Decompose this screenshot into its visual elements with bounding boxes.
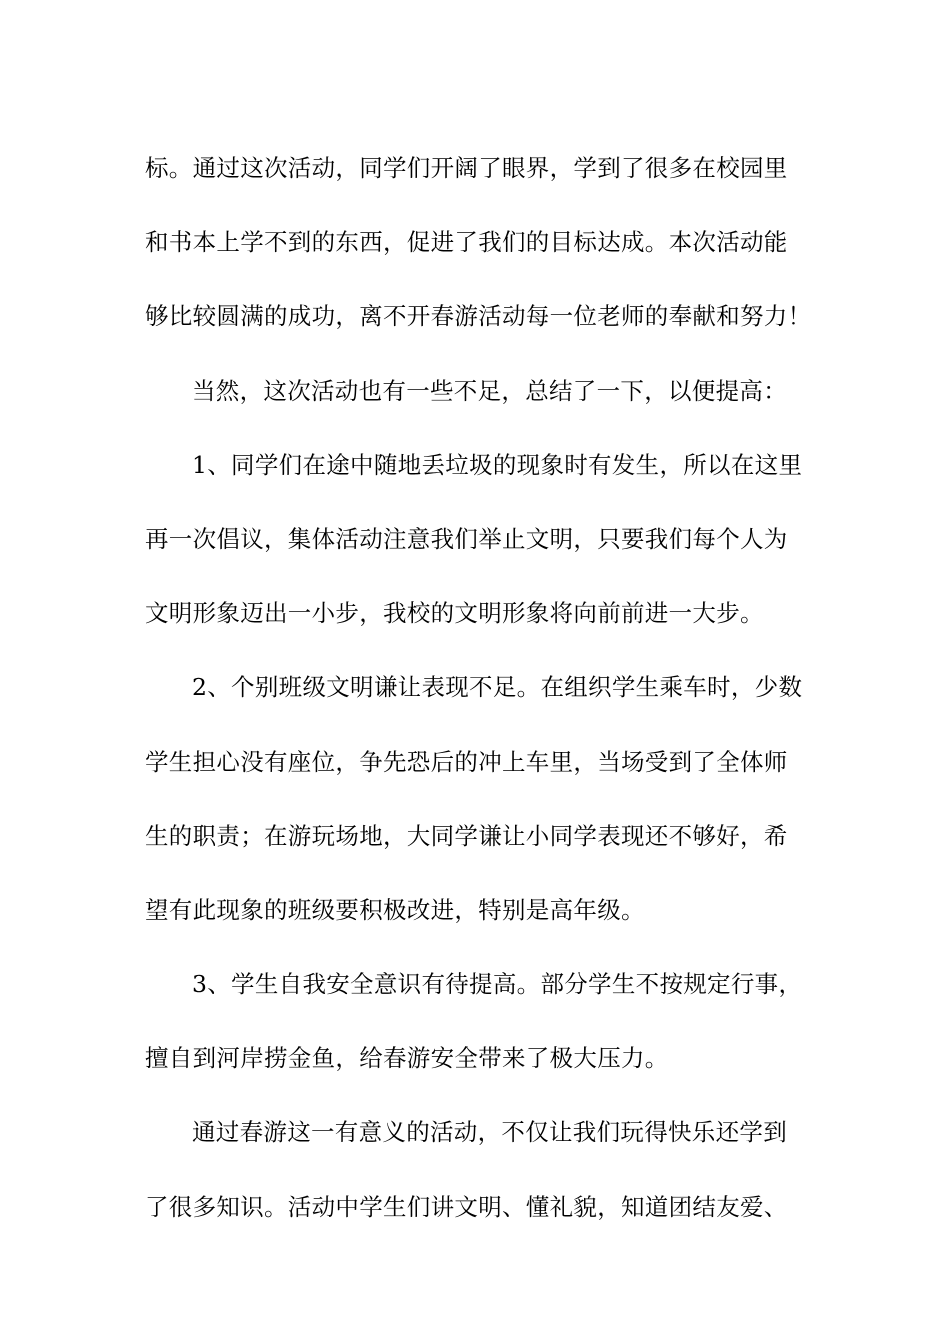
text-line: 学生担心没有座位，争先恐后的冲上车里，当场受到了全体师 xyxy=(145,747,788,776)
text-line: 了很多知识。活动中学生们讲文明、懂礼貌，知道团结友爱、 xyxy=(145,1192,788,1221)
paragraph-start-line: 3、学生自我安全意识有待提高。部分学生不按规定行事， xyxy=(192,970,803,999)
paragraph-start-line: 1、同学们在途中随地丢垃圾的现象时有发生，所以在这里 xyxy=(192,450,803,479)
text-line: 标。通过这次活动，同学们开阔了眼界，学到了很多在校园里 xyxy=(145,154,788,182)
paragraph-start-line: 通过春游这一有意义的活动，不仅让我们玩得快乐还学到 xyxy=(192,1118,787,1147)
text-line: 和书本上学不到的东西，促进了我们的目标达成。本次活动能 xyxy=(145,228,788,257)
text-line: 望有此现象的班级要积极改进，特别是高年级。 xyxy=(145,895,645,924)
text-line: 生的职责；在游玩场地，大同学谦让小同学表现还不够好，希 xyxy=(145,821,788,850)
text-line: 再一次倡议，集体活动注意我们举止文明，只要我们每个人为 xyxy=(145,524,788,553)
text-line: 够比较圆满的成功，离不开春游活动每一位老师的奉献和努力！ xyxy=(145,302,812,331)
paragraph-start-line: 2、个别班级文明谦让表现不足。在组织学生乘车时，少数 xyxy=(192,673,803,702)
document-body xyxy=(145,131,812,1244)
paragraph-start-line: 当然，这次活动也有一些不足，总结了一下，以便提高： xyxy=(192,376,787,405)
text-line: 擅自到河岸捞金鱼，给春游安全带来了极大压力。 xyxy=(145,1044,669,1073)
text-line: 文明形象迈出一小步，我校的文明形象将向前前进一大步。 xyxy=(145,599,764,628)
